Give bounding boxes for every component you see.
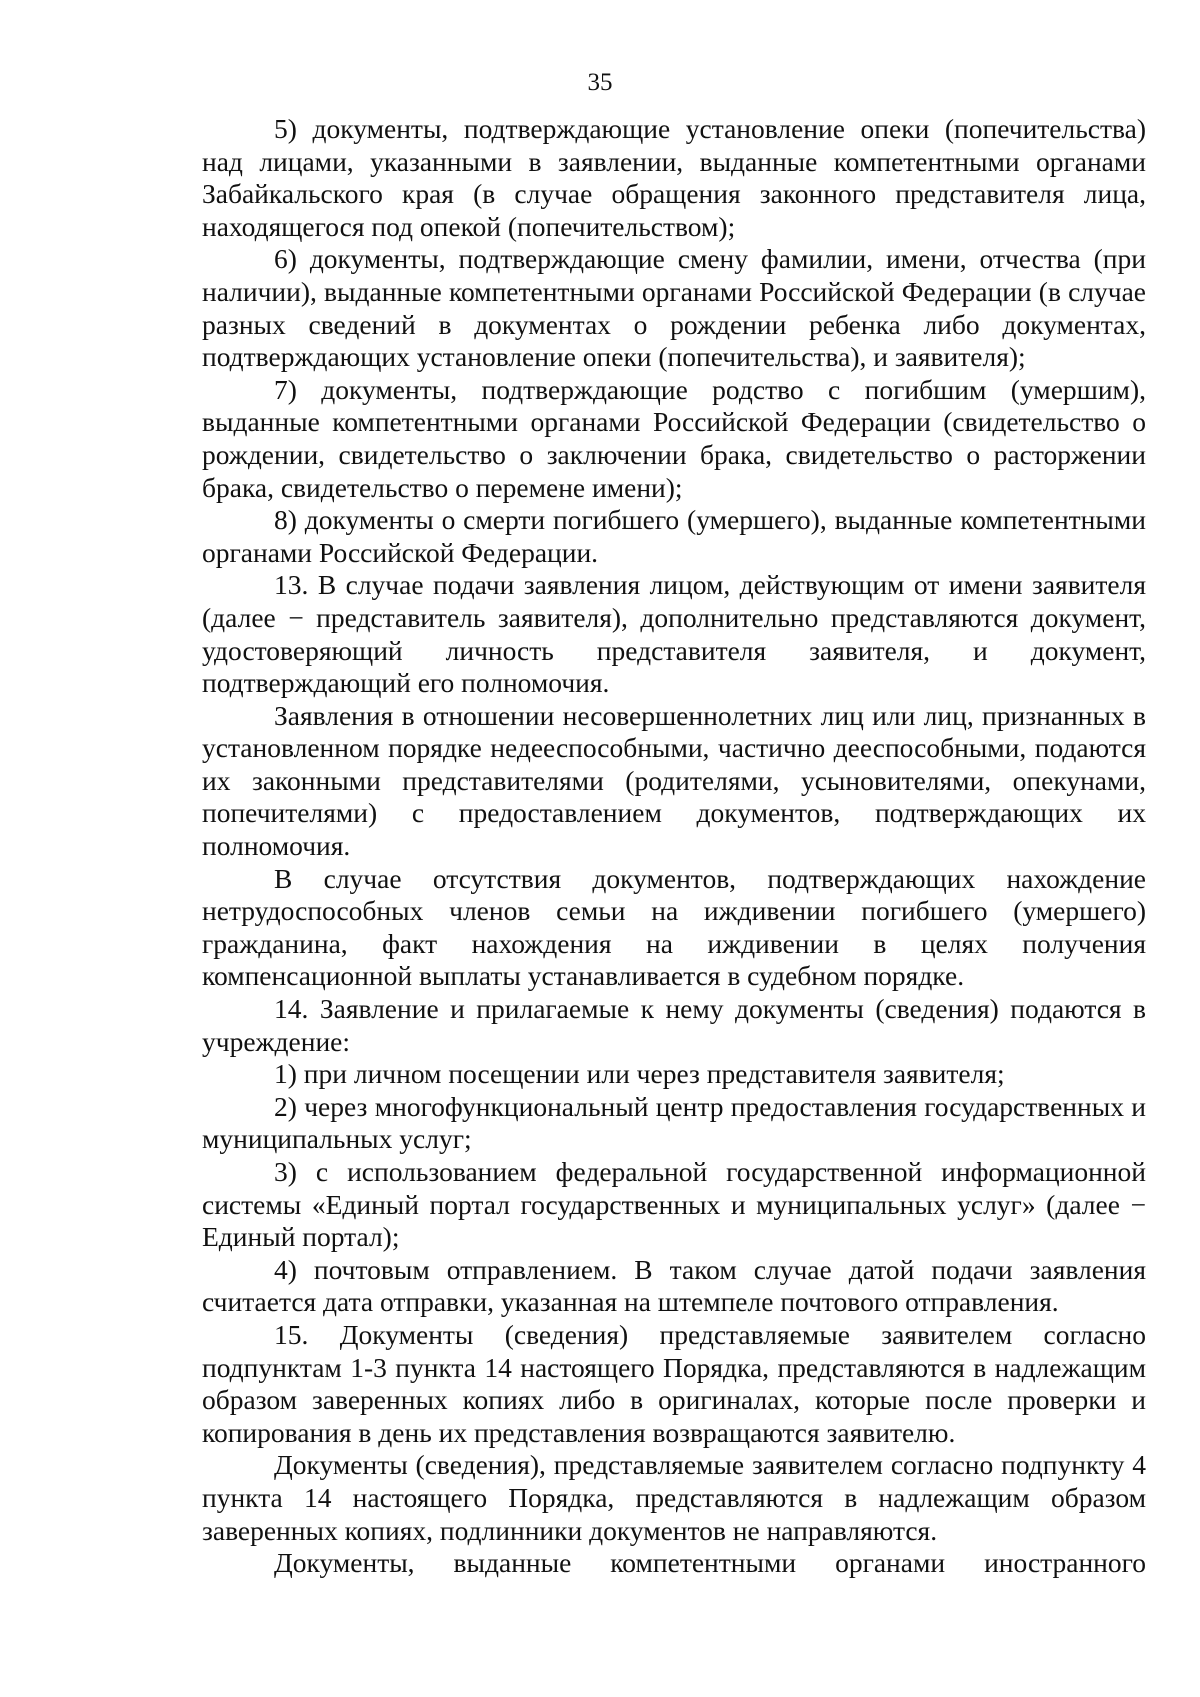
- paragraph-minors-applications: Заявления в отношении несовершеннолетних лиц или лиц, признанных в установленном порядке недееспособными, частично дееспособными, подаются их законными представителями (родителями, усыновителями, опекунами, попечителями) с предоставлением документов, подтверждающих их полномочия.: [202, 699, 1146, 862]
- paragraph-clause-14: 14. Заявление и прилагаемые к нему документы (сведения) подаются в учреждение:: [202, 993, 1146, 1057]
- paragraph-postal-documents: Документы (сведения), представляемые заявителем согласно подпункту 4 пункта 14 настоящего Порядка, представляются в надлежащим образом заверенных копиях, подлинники документов не направляются.: [202, 1449, 1146, 1546]
- document-body: [202, 113, 1146, 1580]
- paragraph-clause-14-item-3: 3) с использованием федеральной государственной информационной системы «Единый портал государственных и муниципальных услуг» (далее − Единый портал);: [202, 1156, 1146, 1253]
- paragraph-clause-14-item-2: 2) через многофункциональный центр предоставления государственных и муниципальных услуг;: [202, 1090, 1146, 1155]
- page-number: 35: [587, 69, 613, 96]
- paragraph-clause-14-item-4: 4) почтовым отправлением. В таком случае датой подачи заявления считается дата отправки, указанная на штемпеле почтового отправления.: [202, 1253, 1146, 1318]
- paragraph-item-8-death-documents: 8) документы о смерти погибшего (умершего), выданные компетентными органами Российской Федерации.: [202, 504, 1146, 568]
- paragraph-item-7-kinship: 7) документы, подтверждающие родство с погибшим (умершим), выданные компетентными органами Российской Федерации (свидетельство о рождении, свидетельство о заключении брака, свидетельство о расторжении брака, свидетельство о перемене имени);: [202, 373, 1146, 503]
- paragraph-clause-13: 13. В случае подачи заявления лицом, действующим от имени заявителя (далее − представитель заявителя), дополнительно представляются документ, удостоверяющий личность представителя заявителя, и документ, подтверждающий его полномочия.: [202, 569, 1146, 699]
- paragraph-foreign-documents: Документы, выданные компетентными органами иностранного: [274, 1547, 1146, 1579]
- paragraph-item-6-name-change: 6) документы, подтверждающие смену фамилии, имени, отчества (при наличии), выданные компетентными органами Российской Федерации (в случае разных сведений в документах о рождении ребенка либо документах, подтверждающих установление опеки (попечительства), и заявителя);: [202, 243, 1146, 373]
- paragraph-clause-15: 15. Документы (сведения) представляемые заявителем согласно подпунктам 1-3 пункта 14 настоящего Порядка, представляются в надлежащим образом заверенных копиях либо в оригиналах, которые после проверки и копирования в день их представления возвращаются заявителю.: [202, 1318, 1146, 1448]
- paragraph-clause-14-item-1: 1) при личном посещении или через представителя заявителя;: [274, 1058, 1005, 1090]
- paragraph-item-5-guardianship: 5) документы, подтверждающие установление опеки (попечительства) над лицами, указанными в заявлении, выданные компетентными органами Забайкальского края (в случае обращения законного представителя лица, находящегося под опекой (попечительством);: [202, 113, 1146, 242]
- paragraph-dependency-court: В случае отсутствия документов, подтверждающих нахождение нетрудоспособных членов семьи на иждивении погибшего (умершего) гражданина, факт нахождения на иждивении в целях получения компенсационной выплаты устанавливается в судебном порядке.: [202, 862, 1146, 992]
